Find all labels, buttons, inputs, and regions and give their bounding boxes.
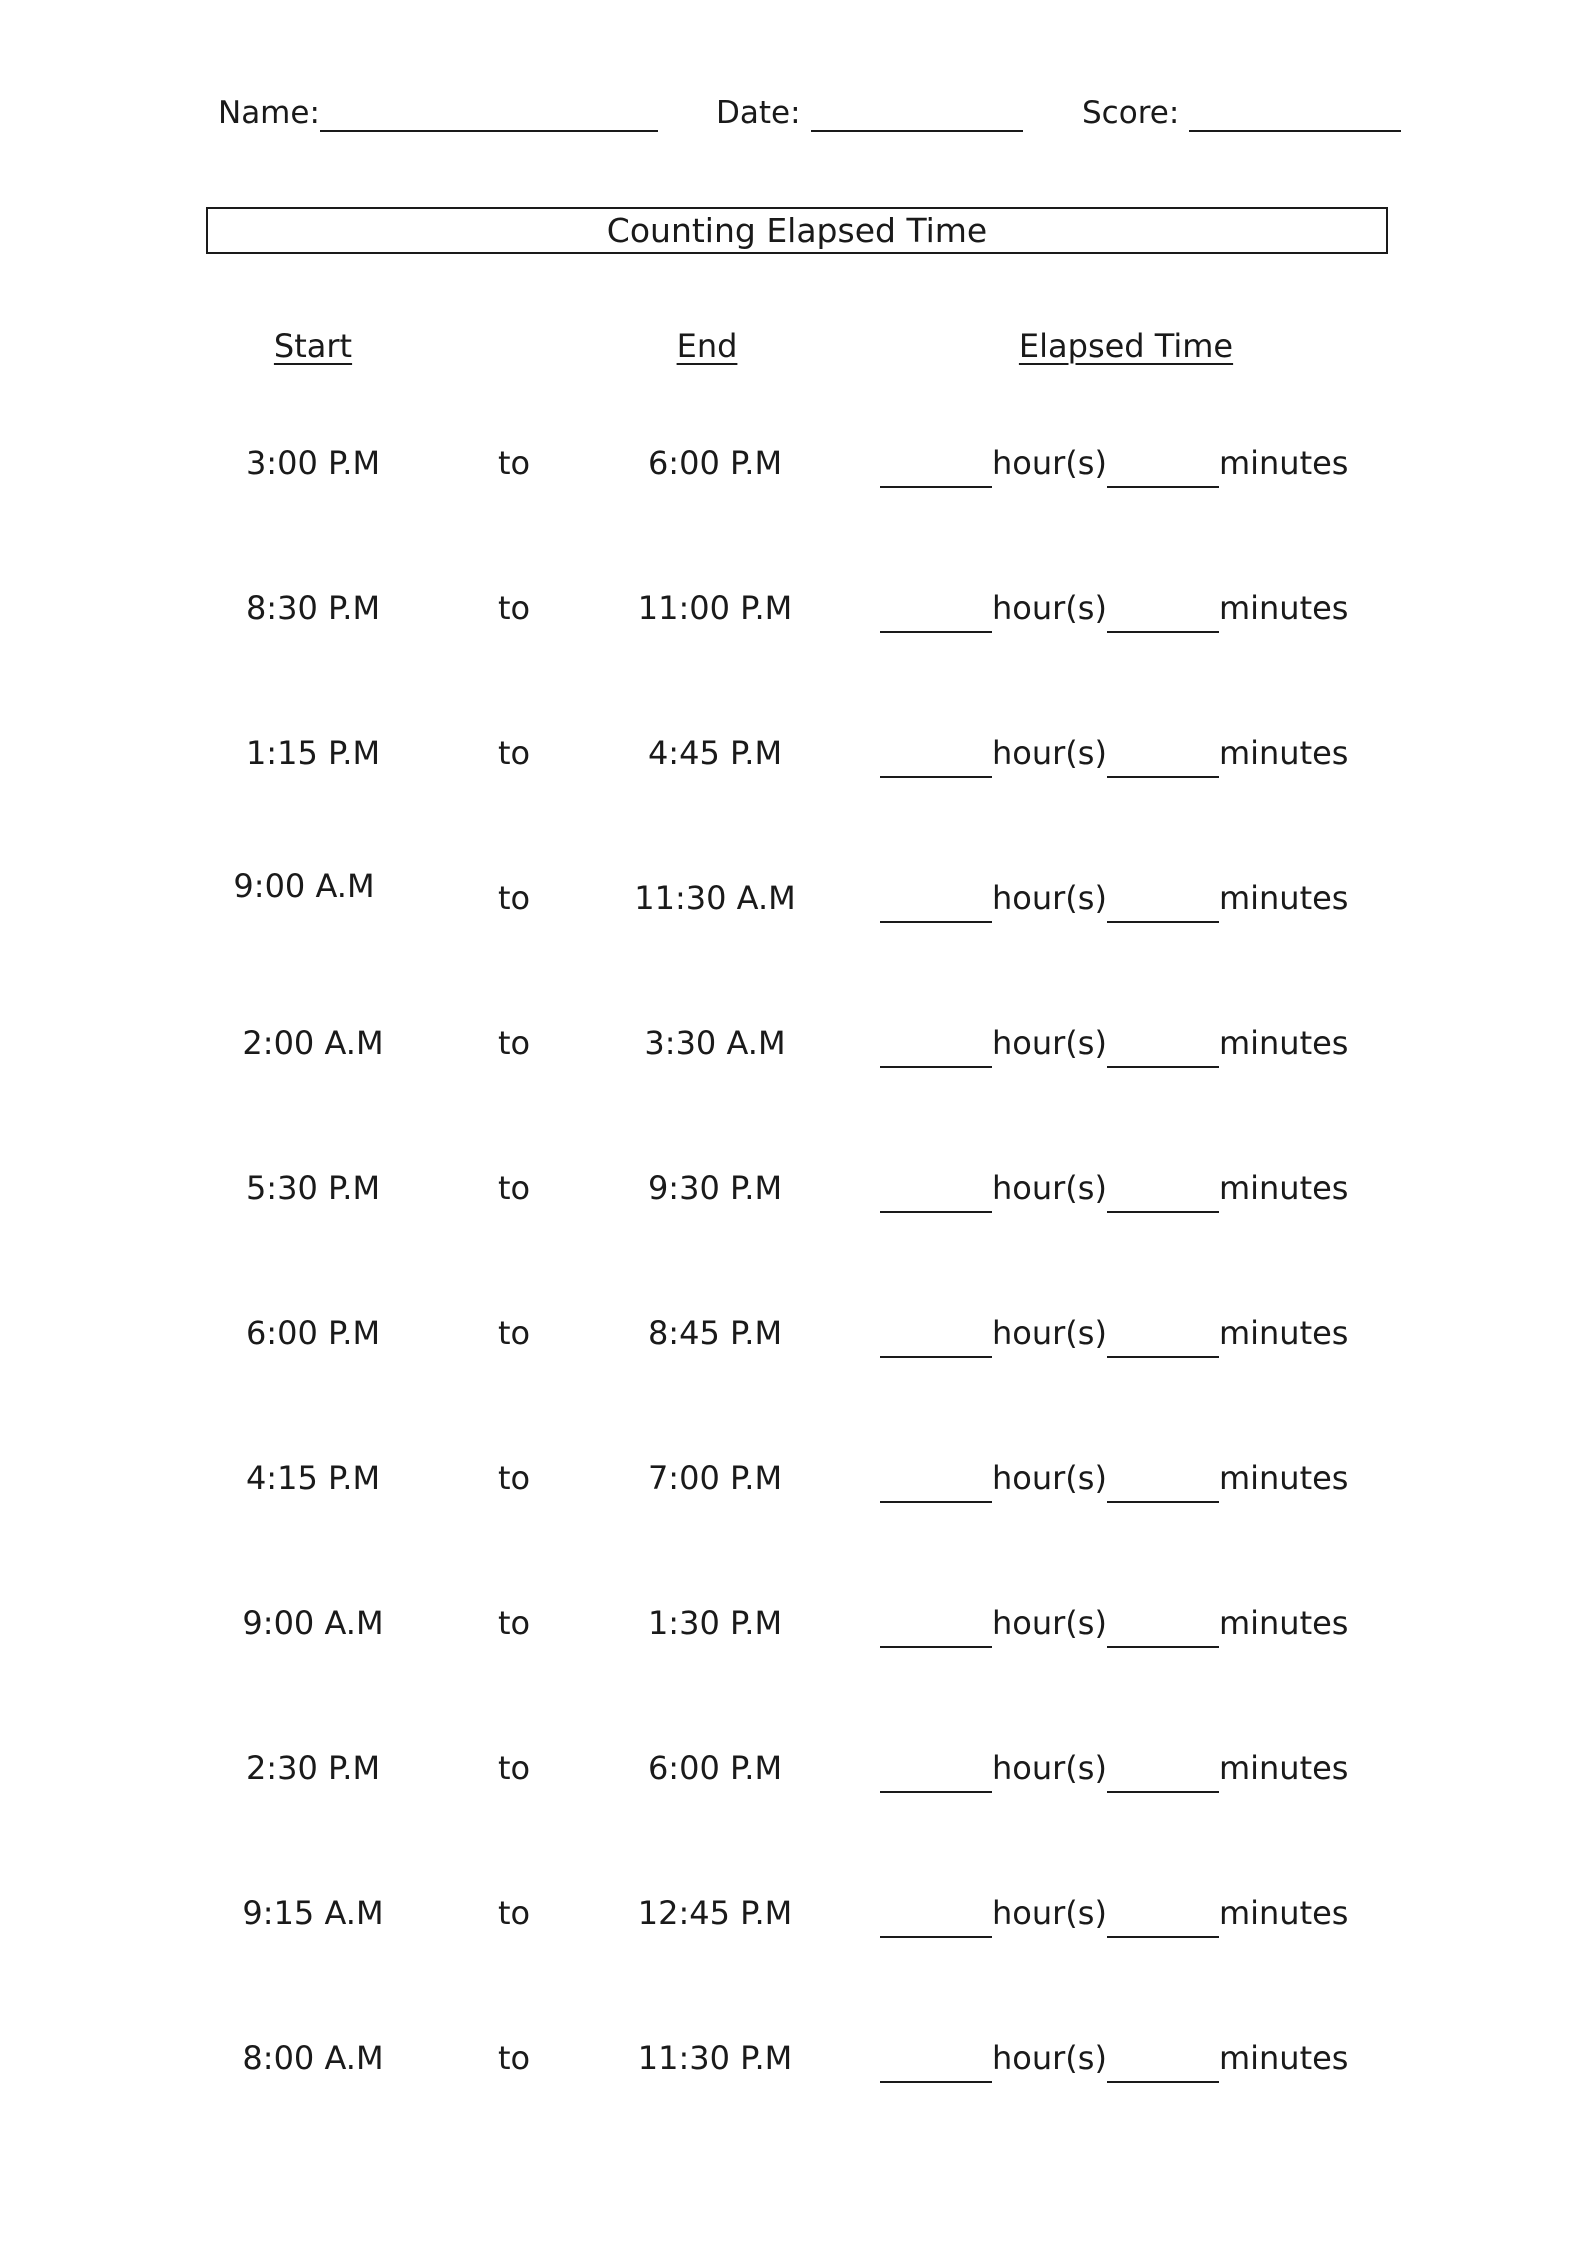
minutes-blank[interactable] <box>1107 885 1219 923</box>
to-connector: to <box>497 2039 531 2077</box>
hours-blank[interactable] <box>880 1320 992 1358</box>
end-time: 6:00 P.M <box>647 1749 783 1787</box>
problem-row <box>0 1598 1588 1648</box>
minutes-blank[interactable] <box>1107 1320 1219 1358</box>
start-time: 2:30 P.M <box>245 1749 381 1787</box>
to-connector: to <box>497 734 531 772</box>
hours-label: hour(s) <box>992 1024 1107 1062</box>
elapsed-answer <box>880 1308 1348 1358</box>
hours-blank[interactable] <box>880 2045 992 2083</box>
hours-label: hour(s) <box>992 2039 1107 2077</box>
elapsed-answer <box>880 2033 1348 2083</box>
to-connector: to <box>497 879 531 917</box>
minutes-label: minutes <box>1218 1894 1349 1932</box>
problem-row <box>0 867 1588 923</box>
to-connector: to <box>497 1169 531 1207</box>
elapsed-answer <box>880 1018 1348 1068</box>
minutes-label: minutes <box>1218 1749 1349 1787</box>
hours-blank[interactable] <box>880 1175 992 1213</box>
minutes-blank[interactable] <box>1107 2045 1219 2083</box>
elapsed-answer <box>880 1163 1348 1213</box>
end-time: 11:30 P.M <box>637 2039 793 2077</box>
hours-label: hour(s) <box>992 1169 1107 1207</box>
minutes-blank[interactable] <box>1107 450 1219 488</box>
column-header-elapsed-time: Elapsed Time <box>1018 327 1234 365</box>
problem-row <box>0 1018 1588 1068</box>
start-time: 8:00 A.M <box>242 2039 384 2077</box>
problem-row <box>0 728 1588 778</box>
elapsed-answer <box>880 1453 1348 1503</box>
problem-row <box>0 1308 1588 1358</box>
elapsed-answer <box>880 1743 1348 1793</box>
hours-blank[interactable] <box>880 450 992 488</box>
minutes-label: minutes <box>1218 734 1349 772</box>
name-label: Name: <box>218 95 320 131</box>
start-time: 5:30 P.M <box>245 1169 381 1207</box>
to-connector: to <box>497 444 531 482</box>
problem-row <box>0 1888 1588 1938</box>
minutes-label: minutes <box>1218 879 1349 917</box>
elapsed-answer <box>880 438 1348 488</box>
hours-blank[interactable] <box>880 595 992 633</box>
problem-row <box>0 1453 1588 1503</box>
date-label: Date: <box>716 95 801 131</box>
elapsed-answer <box>880 583 1348 633</box>
hours-blank[interactable] <box>880 1030 992 1068</box>
hours-label: hour(s) <box>992 1604 1107 1642</box>
hours-blank[interactable] <box>880 1465 992 1503</box>
end-time: 7:00 P.M <box>647 1459 783 1497</box>
to-connector: to <box>497 1894 531 1932</box>
end-time: 4:45 P.M <box>647 734 783 772</box>
end-time: 11:30 A.M <box>634 879 796 917</box>
problem-row <box>0 583 1588 633</box>
problem-row <box>0 438 1588 488</box>
start-time: 4:15 P.M <box>245 1459 381 1497</box>
end-time: 12:45 P.M <box>637 1894 793 1932</box>
minutes-label: minutes <box>1218 1169 1349 1207</box>
start-time: 2:00 A.M <box>242 1024 384 1062</box>
hours-label: hour(s) <box>992 879 1107 917</box>
minutes-label: minutes <box>1218 2039 1349 2077</box>
start-time: 9:00 A.M <box>242 1604 384 1642</box>
to-connector: to <box>497 1749 531 1787</box>
minutes-label: minutes <box>1218 1024 1349 1062</box>
minutes-blank[interactable] <box>1107 595 1219 633</box>
problem-row <box>0 2033 1588 2083</box>
elapsed-answer <box>880 1888 1348 1938</box>
hours-blank[interactable] <box>880 1755 992 1793</box>
to-connector: to <box>497 1314 531 1352</box>
elapsed-answer <box>880 873 1348 923</box>
problem-row <box>0 1163 1588 1213</box>
start-time: 1:15 P.M <box>245 734 381 772</box>
start-time: 9:00 A.M <box>233 867 375 905</box>
minutes-blank[interactable] <box>1107 1900 1219 1938</box>
to-connector: to <box>497 1024 531 1062</box>
minutes-blank[interactable] <box>1107 1175 1219 1213</box>
hours-label: hour(s) <box>992 1894 1107 1932</box>
minutes-blank[interactable] <box>1107 1030 1219 1068</box>
minutes-label: minutes <box>1218 1604 1349 1642</box>
to-connector: to <box>497 1459 531 1497</box>
end-time: 11:00 P.M <box>637 589 793 627</box>
hours-label: hour(s) <box>992 1314 1107 1352</box>
minutes-blank[interactable] <box>1107 1465 1219 1503</box>
minutes-label: minutes <box>1218 1314 1349 1352</box>
minutes-blank[interactable] <box>1107 740 1219 778</box>
end-time: 1:30 P.M <box>647 1604 783 1642</box>
minutes-blank[interactable] <box>1107 1610 1219 1648</box>
end-time: 6:00 P.M <box>647 444 783 482</box>
hours-blank[interactable] <box>880 1610 992 1648</box>
hours-label: hour(s) <box>992 1749 1107 1787</box>
end-time: 3:30 A.M <box>644 1024 786 1062</box>
problem-row <box>0 1743 1588 1793</box>
start-time: 3:00 P.M <box>245 444 381 482</box>
score-label: Score: <box>1082 95 1180 131</box>
to-connector: to <box>497 589 531 627</box>
end-time: 8:45 P.M <box>647 1314 783 1352</box>
end-time: 9:30 P.M <box>647 1169 783 1207</box>
minutes-label: minutes <box>1218 1459 1349 1497</box>
minutes-label: minutes <box>1218 589 1349 627</box>
hours-blank[interactable] <box>880 885 992 923</box>
column-header-end: End <box>676 327 738 365</box>
minutes-blank[interactable] <box>1107 1755 1219 1793</box>
page-title: Counting Elapsed Time <box>206 207 1388 254</box>
hours-blank[interactable] <box>880 740 992 778</box>
column-header-start: Start <box>273 327 353 365</box>
elapsed-answer <box>880 1598 1348 1648</box>
to-connector: to <box>497 1604 531 1642</box>
hours-label: hour(s) <box>992 1459 1107 1497</box>
hours-label: hour(s) <box>992 444 1107 482</box>
hours-label: hour(s) <box>992 589 1107 627</box>
minutes-label: minutes <box>1218 444 1349 482</box>
hours-label: hour(s) <box>992 734 1107 772</box>
start-time: 8:30 P.M <box>245 589 381 627</box>
start-time: 9:15 A.M <box>242 1894 384 1932</box>
start-time: 6:00 P.M <box>245 1314 381 1352</box>
elapsed-answer <box>880 728 1348 778</box>
hours-blank[interactable] <box>880 1900 992 1938</box>
